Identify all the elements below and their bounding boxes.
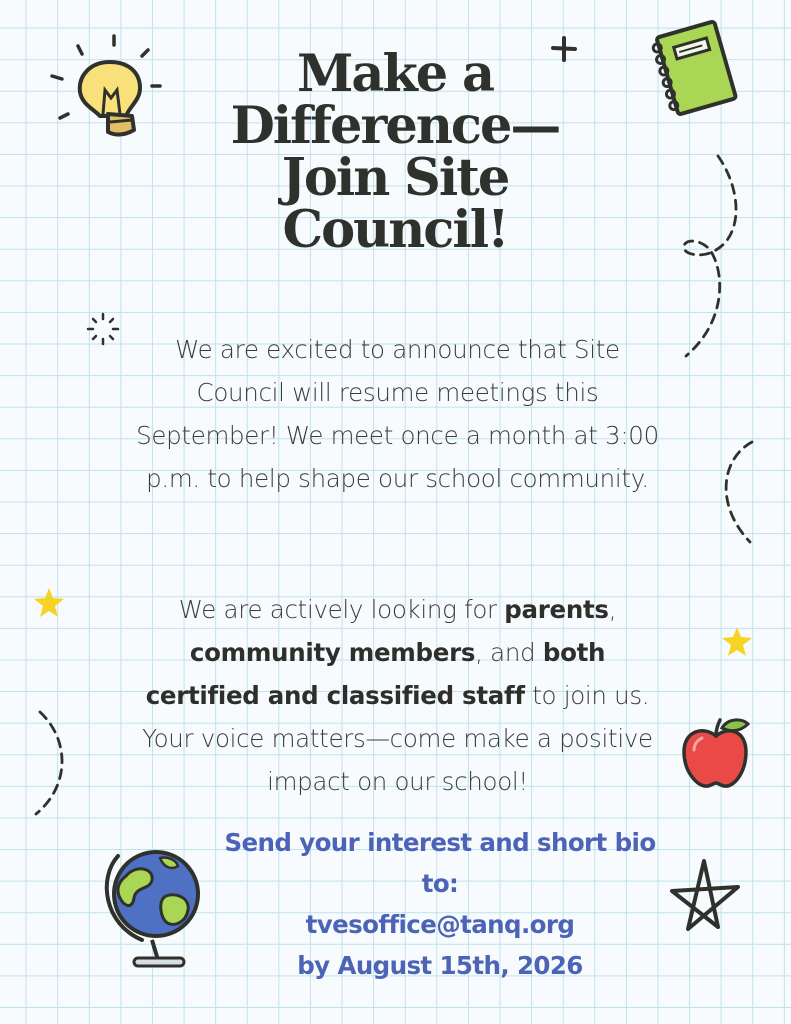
- star-icon: [720, 625, 754, 659]
- recruitment-paragraph: [135, 588, 660, 803]
- cta-line: Send your interest and short bio: [224, 828, 656, 857]
- title-line: Make a: [296, 44, 494, 104]
- text-segment: ,: [608, 595, 617, 624]
- contact-email: tvesoffice@tanq.org: [305, 910, 575, 939]
- cta-line: to:: [421, 869, 459, 898]
- text-segment: , and: [475, 638, 543, 667]
- title-line: Council!: [282, 200, 508, 261]
- bold-parents: parents: [504, 595, 609, 624]
- sparkle-icon: [86, 312, 120, 346]
- title-line: Difference—: [230, 96, 560, 157]
- globe-icon: [96, 836, 208, 972]
- dashed-arc-right: [712, 438, 762, 548]
- notebook-icon: [650, 18, 742, 116]
- announcement-paragraph: We are excited to announce that Site Council will resume meetings this September! We meet once a month at 3:00 p.m. to help shape our school community.: [136, 335, 659, 493]
- text-segment: to join us. Your voice matters—come make a positive impact on our school!: [142, 681, 653, 796]
- dashed-arc-left: [26, 706, 76, 821]
- apple-icon: [676, 716, 756, 792]
- bold-staff: both certified and classified staff: [145, 638, 606, 710]
- bold-community-members: community members: [189, 638, 476, 667]
- dashed-swirl-top-right: [672, 150, 752, 365]
- deadline-line: by August 15th, 2026: [297, 951, 583, 980]
- star-icon: [32, 586, 66, 620]
- page-title: [170, 44, 620, 261]
- lightbulb-icon: [48, 34, 163, 146]
- title-line: Join Site: [281, 148, 509, 209]
- call-to-action: [195, 822, 685, 986]
- text-segment: We are actively looking for: [178, 595, 505, 624]
